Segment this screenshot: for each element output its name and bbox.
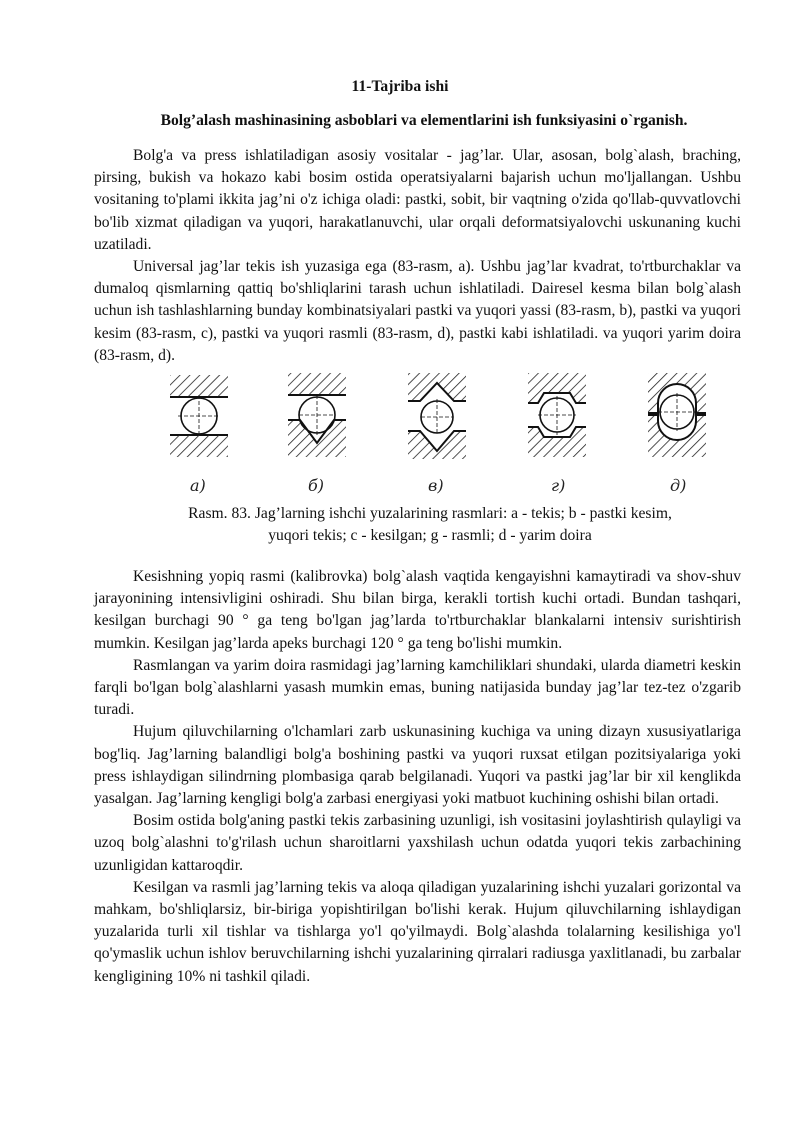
paragraph: Kesilgan va rasmli jag’larning tekis va aloqa qiladigan yuzalarining ishchi yuzalari gorizontal va mahkam, bo'shliqlarsiz, bir-biriga yopishtirilgan bo'lishi kerak. Hujum qiluvchilarning ishlaydigan yuzalarida turli xil tishlar va tishlarga yo'l qo'yilmaydi. Bolg`alashda tolalarning kesilishiga yo'l qo'ymaslik uchun ishlov beruvchilarning ishchi yuzalarining qirralari radiusga yaxlitlanadi, bu zarbalar kengligining 10% ni tashkil qiladi. [94, 878, 741, 985]
intro-text-block [94, 145, 741, 367]
paragraph: Rasmlangan va yarim doira rasmidagi jag’larning kamchiliklari shundaki, ularda diametri keskin farqli bo'lgan bolg`alashlarni yasash mumkin emas, buning natijasida bunday jag’lar tez-tez o'zgarib turadi. [94, 656, 741, 719]
paragraph: Bosim ostida bolg'aning pastki tekis zarbasining uzunligi, ish vositasini joylashtirish qulayligi va uzoq bolg`alashni to'g'rilash uchun sharoitlarni yaxshilash uchun odatda yuqori tekis zarbachining uzunligidan kattaroqdir. [94, 812, 741, 874]
die-cut-diagram [408, 373, 466, 459]
figure-label-b: б) [308, 476, 325, 495]
figure-label-a: а) [190, 476, 206, 495]
paragraph: Bolg'a va press ishlatiladigan asosiy vositalar - jag’lar. Ular, asosan, bolg`alash, braching, pirsing, bukish va hokazo kabi bosim ostida operatsiyalarni bajarish uchun mo'ljallangan. Ushbu vositaning to'plami ikkita jag’ni o'z ichiga oladi: pastki, sobit, bir vaqtning o'zida qo'llab-quvvatlovchi bo'lib xizmat qiladigan va yuqori, harakatlanuvchi, ular orqali deformatsiyalovchi uskunaning kuchi uzatiladi. [94, 147, 741, 253]
die-semicircle-diagram [648, 373, 706, 457]
die-flat-diagram [170, 375, 228, 457]
figure-label-e: д) [670, 476, 687, 495]
page-title: 11-Tajriba ishi [351, 78, 449, 95]
paragraph: Hujum qiluvchilarning o'lchamlari zarb uskunasining kuchiga va uning dizayn xususiyatlariga bog'liq. Jag’larning balandligi bolg'a boshining pastki va yuqori ruxsat etilgan pozitsiyalariga yoki press ishlaydigan silindrning plombasiga qarab belgilanadi. Yuqori va pastki jag’lar bir xil kenglikda yasalgan. Jag’larning kengligi bolg'a zarbasi energiyasi yoki matbuot kuchining oshishi bilan ortadi. [94, 723, 741, 808]
die-lower-vee-diagram [288, 373, 346, 457]
paragraph: Universal jag’lar tekis ish yuzasiga ega (83-rasm, a). Ushbu jag’lar kvadrat, to'rtburchaklar va dumaloq qismlarning qattiq bo'shliqlarini tarash uchun ishlatiladi. Dairesel kesma bilan bolg`alash uchun ish tashlashlarning bunday kombinatsiyalari pastki va yuqori yassi (83-rasm, b), pastki va yuqori kesim (83-rasm, c), pastki va yuqori rasmli (83-rasm, d), pastki kabi ishlatiladi. va yuqori yarim doira (83-rasm, d). [94, 258, 741, 364]
caption-line: yuqori tekis; c - kesilgan; g - rasmli; d - yarim doira [268, 527, 592, 545]
caption-line: Rasm. 83. Jag’larning ishchi yuzalarining rasmlari: a - tekis; b - pastki kesim, [188, 505, 672, 522]
die-shaped-diagram [528, 373, 586, 457]
figure-label-c: в) [428, 476, 444, 495]
figure-label-d: г) [551, 476, 566, 495]
page-subtitle: Bolg’alash mashinasining asboblari va elementlarini ish funksiyasini o`rganish. [160, 112, 688, 129]
figure-caption [120, 503, 740, 547]
paragraph: Kesishning yopiq rasmi (kalibrovka) bolg`alash vaqtida kengayishni kamaytiradi va shov-shuv jarayonining intensivligini oshiradi. Shu bilan birga, kerakli tortish kuchi ortadi. Bundan tashqari, kesilgan burchagi 90 ° ga teng bo'lgan jag’larda to'rtburchaklar blankalarni intensiv surishtirish mumkin. Kesilgan jag’larda apeks burchagi 120 ° ga teng bo'lishi mumkin. [94, 568, 741, 652]
main-text-block [94, 566, 741, 988]
